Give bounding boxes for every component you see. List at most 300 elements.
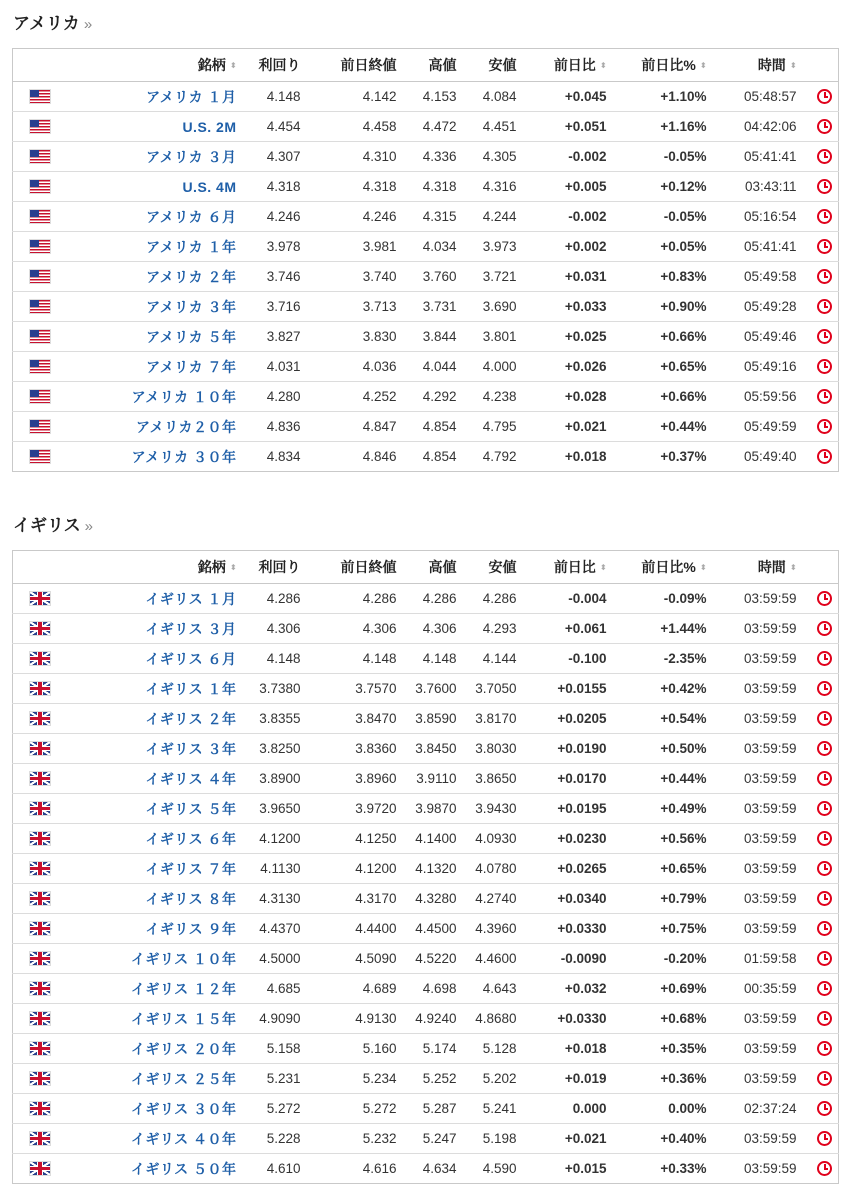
yield-cell: 3.746	[243, 262, 307, 292]
table-row	[13, 944, 839, 974]
yield-cell: 4.246	[243, 202, 307, 232]
bond-name-link[interactable]: イギリス ５年	[145, 800, 237, 817]
high-cell: 4.315	[403, 202, 463, 232]
high-cell: 3.731	[403, 292, 463, 322]
yield-cell: 3.978	[243, 232, 307, 262]
uk-flag-icon	[29, 801, 51, 816]
yield-cell: 4.610	[266, 1161, 301, 1176]
header-time[interactable]	[713, 49, 803, 82]
table-row	[13, 292, 839, 322]
time-cell: 02:37:24	[713, 1094, 803, 1124]
bond-name-link[interactable]: イギリス ４年	[145, 770, 237, 787]
prev-close-cell: 4.1200	[307, 854, 403, 884]
bond-name-link[interactable]: イギリス ２年	[145, 710, 237, 727]
prev-close-cell: 5.160	[307, 1034, 403, 1064]
high-cell: 4.292	[403, 382, 463, 412]
yield-cell: 4.286	[243, 584, 307, 614]
yield-cell: 3.7380	[243, 674, 307, 704]
bond-name-link[interactable]: アメリカ ３月	[146, 148, 237, 165]
clock-icon	[817, 621, 832, 636]
us-flag-icon	[29, 149, 51, 164]
high-cell: 3.9870	[403, 794, 463, 824]
low-cell: 4.4600	[463, 944, 523, 974]
header-change-pct[interactable]	[613, 49, 713, 82]
time-cell: 05:49:46	[713, 322, 803, 352]
change-pct-cell: +0.75%	[613, 914, 713, 944]
change-cell: +0.021	[523, 412, 613, 442]
high-cell: 5.247	[403, 1124, 463, 1154]
clock-cell	[803, 262, 839, 292]
section-title-usa[interactable]	[13, 9, 92, 34]
time-cell: 03:59:59	[743, 1161, 797, 1176]
clock-icon	[817, 861, 832, 876]
bond-name-link[interactable]: U.S. 2M	[182, 118, 237, 135]
low-cell: 3.690	[463, 292, 523, 322]
header-time[interactable]	[713, 551, 803, 584]
name-cell	[57, 352, 243, 382]
uk-flag-icon	[29, 1011, 51, 1026]
header-change[interactable]	[523, 49, 613, 82]
table-row	[13, 794, 839, 824]
change-cell: +0.005	[523, 172, 613, 202]
header-name-label[interactable]: 銘柄	[197, 57, 226, 73]
table-header-row	[13, 49, 839, 82]
clock-icon	[817, 681, 832, 696]
flag-cell	[13, 584, 57, 614]
flag-cell	[13, 1154, 57, 1184]
change-cell: +0.0195	[523, 794, 613, 824]
header-change-pct[interactable]	[613, 551, 713, 584]
name-cell	[57, 944, 243, 974]
name-cell	[57, 794, 243, 824]
clock-cell	[803, 914, 839, 944]
time-cell: 05:49:40	[743, 449, 797, 464]
header-change-label[interactable]: 前日比	[553, 57, 596, 73]
yield-cell: 3.9650	[243, 794, 307, 824]
flag-cell	[13, 854, 57, 884]
change-pct-cell: -0.05%	[613, 202, 713, 232]
change-pct-cell: +0.65%	[613, 352, 713, 382]
change-cell: +0.002	[523, 232, 613, 262]
prev-close-cell: 4.286	[307, 584, 403, 614]
section-title-text[interactable]: イギリス	[13, 516, 81, 535]
low-cell: 4.792	[482, 449, 517, 464]
change-cell: -0.100	[523, 644, 613, 674]
change-pct-cell: +0.36%	[613, 1064, 713, 1094]
bond-name-link[interactable]: イギリス １２年	[130, 980, 237, 997]
prev-close-cell: 4.310	[307, 142, 403, 172]
clock-icon	[817, 771, 832, 786]
clock-cell	[803, 1154, 839, 1184]
yield-cell: 3.8355	[243, 704, 307, 734]
high-cell: 4.153	[403, 82, 463, 112]
bond-name-link[interactable]: アメリカ １０年	[131, 388, 237, 405]
flag-cell	[13, 1124, 57, 1154]
uk-flag-icon	[29, 741, 51, 756]
uk-bond-table	[12, 550, 839, 1184]
uk-flag-icon	[29, 1071, 51, 1086]
sort-icon[interactable]: ⬍	[699, 61, 707, 71]
bond-name-link[interactable]: イギリス ６月	[145, 650, 237, 667]
time-cell: 05:59:56	[713, 382, 803, 412]
change-cell: +0.0190	[523, 734, 613, 764]
change-cell: +0.0330	[523, 1004, 613, 1034]
bond-name-link[interactable]: イギリス ３０年	[130, 1100, 237, 1117]
flag-cell	[13, 1094, 57, 1124]
flag-cell	[13, 322, 57, 352]
bond-name-link[interactable]: イギリス ２０年	[130, 1040, 237, 1057]
flag-cell	[13, 614, 57, 644]
name-cell	[57, 82, 243, 112]
change-cell: +0.025	[523, 322, 613, 352]
header-clock	[803, 551, 839, 584]
bond-name-link[interactable]: アメリカ ３０年	[131, 448, 237, 465]
yield-cell: 3.8250	[243, 734, 307, 764]
name-cell	[57, 584, 243, 614]
clock-icon	[817, 119, 832, 134]
time-cell: 03:59:59	[713, 1004, 803, 1034]
time-cell: 05:49:16	[713, 352, 803, 382]
bond-name-link[interactable]: アメリカ ５年	[146, 328, 237, 345]
flag-cell	[13, 262, 57, 292]
us-flag-icon	[29, 329, 51, 344]
low-cell: 3.8170	[463, 704, 523, 734]
header-change[interactable]	[523, 551, 613, 584]
change-cell: +0.033	[523, 292, 613, 322]
clock-cell	[803, 674, 839, 704]
low-cell: 4.0780	[463, 854, 523, 884]
yield-cell: 4.148	[243, 82, 307, 112]
high-cell: 4.4500	[403, 914, 463, 944]
high-cell: 4.854	[403, 412, 463, 442]
low-cell: 4.305	[463, 142, 523, 172]
clock-icon	[817, 981, 832, 996]
bond-name-link[interactable]: アメリカ ６月	[146, 208, 237, 225]
clock-cell	[803, 292, 839, 322]
time-cell: 03:59:59	[713, 914, 803, 944]
yield-cell: 4.454	[243, 112, 307, 142]
header-high-label: 高値	[428, 559, 457, 575]
bond-name-link[interactable]: アメリカ ２年	[146, 268, 237, 285]
high-cell: 4.9240	[403, 1004, 463, 1034]
yield-cell: 4.836	[243, 412, 307, 442]
clock-cell	[803, 824, 839, 854]
uk-flag-icon	[29, 1101, 51, 1116]
clock-cell	[803, 352, 839, 382]
change-cell: +0.018	[523, 1034, 613, 1064]
flag-cell	[13, 382, 57, 412]
yield-cell: 4.307	[243, 142, 307, 172]
clock-icon	[817, 359, 832, 374]
table-row	[13, 704, 839, 734]
flag-cell	[13, 112, 57, 142]
high-cell: 4.634	[422, 1161, 457, 1176]
time-cell: 03:59:59	[713, 764, 803, 794]
low-cell: 3.7050	[463, 674, 523, 704]
header-time-label[interactable]: 時間	[757, 559, 786, 575]
low-cell: 3.801	[463, 322, 523, 352]
bond-name-link[interactable]: アメリカ ７年	[146, 358, 237, 375]
flag-cell	[13, 412, 57, 442]
change-pct-cell: +0.54%	[613, 704, 713, 734]
bond-name-link[interactable]: アメリカ １年	[146, 238, 237, 255]
header-high-label: 高値	[428, 57, 457, 73]
header-high	[403, 49, 463, 82]
clock-icon	[817, 951, 832, 966]
uk-flag-icon	[29, 591, 51, 606]
flag-cell	[13, 944, 57, 974]
time-cell: 03:59:59	[713, 884, 803, 914]
table-row	[13, 614, 839, 644]
header-prev-close-label: 前日終値	[340, 57, 397, 73]
clock-icon	[817, 299, 832, 314]
time-cell: 03:59:59	[713, 824, 803, 854]
flag-cell	[13, 644, 57, 674]
high-cell: 4.148	[403, 644, 463, 674]
low-cell: 4.3960	[463, 914, 523, 944]
more-arrow-icon[interactable]: »	[84, 518, 94, 535]
flag-cell	[13, 914, 57, 944]
header-low	[463, 551, 523, 584]
sort-icon[interactable]: ⬍	[599, 61, 607, 71]
header-name-label[interactable]: 銘柄	[197, 559, 226, 575]
header-change-label[interactable]: 前日比	[553, 559, 596, 575]
high-cell: 4.044	[403, 352, 463, 382]
bond-name-link[interactable]: U.S. 4M	[182, 178, 237, 195]
bond-name-link[interactable]: イギリス １０年	[130, 950, 237, 967]
low-cell: 3.8030	[463, 734, 523, 764]
change-cell: +0.0205	[523, 704, 613, 734]
prev-close-cell: 4.616	[362, 1161, 397, 1176]
table-row	[13, 884, 839, 914]
bond-name-link[interactable]: イギリス ４０年	[130, 1130, 237, 1147]
clock-icon	[817, 831, 832, 846]
clock-cell	[803, 734, 839, 764]
clock-cell	[803, 1094, 839, 1124]
prev-close-cell: 4.1250	[307, 824, 403, 854]
more-arrow-icon[interactable]: »	[83, 16, 93, 33]
sort-icon[interactable]: ⬍	[229, 563, 237, 573]
change-pct-cell: -0.09%	[613, 584, 713, 614]
flag-cell	[13, 884, 57, 914]
prev-close-cell: 3.8960	[307, 764, 403, 794]
sort-icon[interactable]: ⬍	[229, 61, 237, 71]
name-cell	[57, 1034, 243, 1064]
name-cell	[57, 1094, 243, 1124]
low-cell: 4.643	[463, 974, 523, 1004]
time-cell: 05:16:54	[713, 202, 803, 232]
prev-close-cell: 3.740	[307, 262, 403, 292]
time-cell: 05:41:41	[713, 142, 803, 172]
change-pct-cell: +0.44%	[613, 412, 713, 442]
yield-cell: 4.1130	[243, 854, 307, 884]
prev-close-cell: 4.846	[362, 449, 397, 464]
prev-close-cell: 5.234	[307, 1064, 403, 1094]
prev-close-cell: 4.148	[307, 644, 403, 674]
name-cell	[57, 884, 243, 914]
high-cell: 5.287	[403, 1094, 463, 1124]
prev-close-cell: 4.3170	[307, 884, 403, 914]
change-cell: +0.061	[523, 614, 613, 644]
us-flag-icon	[29, 299, 51, 314]
name-cell	[57, 824, 243, 854]
clock-icon	[817, 389, 832, 404]
name-cell	[57, 1064, 243, 1094]
name-cell	[57, 112, 243, 142]
clock-icon	[817, 209, 832, 224]
bond-name-link[interactable]: イギリス ８年	[145, 890, 237, 907]
header-change-pct-label[interactable]: 前日比%	[641, 57, 696, 73]
yield-cell: 5.231	[243, 1064, 307, 1094]
clock-cell	[803, 112, 839, 142]
table-row	[13, 824, 839, 854]
table-row	[13, 1034, 839, 1064]
low-cell: 3.9430	[463, 794, 523, 824]
change-cell: +0.026	[523, 352, 613, 382]
clock-icon	[817, 651, 832, 666]
flag-cell	[13, 824, 57, 854]
name-cell	[57, 262, 243, 292]
prev-close-cell: 4.689	[307, 974, 403, 1004]
bond-name-link[interactable]: アメリカ ３年	[146, 298, 237, 315]
prev-close-cell: 5.232	[307, 1124, 403, 1154]
sort-icon[interactable]: ⬍	[789, 61, 797, 71]
flag-cell	[13, 292, 57, 322]
uk-flag-icon	[29, 921, 51, 936]
clock-cell	[803, 644, 839, 674]
clock-cell	[803, 704, 839, 734]
yield-cell: 4.031	[243, 352, 307, 382]
clock-cell	[803, 1034, 839, 1064]
change-cell: +0.015	[564, 1161, 607, 1176]
bond-name-link[interactable]: イギリス １年	[145, 680, 237, 697]
bond-name-link[interactable]: イギリス ９年	[145, 920, 237, 937]
flag-cell	[13, 172, 57, 202]
low-cell: 4.590	[482, 1161, 517, 1176]
time-cell: 01:59:58	[713, 944, 803, 974]
header-name[interactable]	[13, 551, 243, 584]
time-cell: 03:59:59	[713, 794, 803, 824]
change-cell: +0.0330	[523, 914, 613, 944]
header-yield-label: 利回り	[258, 559, 301, 575]
uk-flag-icon	[29, 651, 51, 666]
bond-name-link[interactable]: イギリス ５０年	[130, 1160, 237, 1177]
clock-cell	[803, 974, 839, 1004]
header-time-label[interactable]: 時間	[757, 57, 786, 73]
clock-icon	[817, 149, 832, 164]
us-flag-icon	[29, 449, 51, 464]
uk-flag-icon	[29, 891, 51, 906]
table-row	[13, 112, 839, 142]
flag-cell	[13, 794, 57, 824]
change-cell: +0.031	[523, 262, 613, 292]
bond-name-link[interactable]: アメリカ １月	[146, 88, 237, 105]
high-cell: 4.306	[403, 614, 463, 644]
sort-icon[interactable]: ⬍	[599, 563, 607, 573]
name-cell	[57, 914, 243, 944]
sort-icon[interactable]: ⬍	[789, 563, 797, 573]
time-cell: 05:49:59	[713, 412, 803, 442]
bond-name-link[interactable]: イギリス ２５年	[130, 1070, 237, 1087]
clock-icon	[817, 921, 832, 936]
low-cell: 4.8680	[463, 1004, 523, 1034]
table-row	[13, 974, 839, 1004]
header-low-label: 安値	[488, 559, 517, 575]
high-cell: 3.7600	[403, 674, 463, 704]
prev-close-cell: 3.8360	[307, 734, 403, 764]
name-cell	[57, 974, 243, 1004]
bond-name-link[interactable]: イギリス １５年	[130, 1010, 237, 1027]
prev-close-cell: 3.981	[307, 232, 403, 262]
section-title-uk[interactable]	[13, 511, 93, 536]
table-row	[13, 442, 839, 472]
prev-close-cell: 4.847	[307, 412, 403, 442]
prev-close-cell: 3.830	[307, 322, 403, 352]
time-cell: 05:48:57	[713, 82, 803, 112]
section-title-text[interactable]: アメリカ	[13, 14, 80, 33]
flag-cell	[13, 1064, 57, 1094]
table-row	[13, 142, 839, 172]
flag-cell	[13, 232, 57, 262]
name-cell	[57, 674, 243, 704]
table-row	[13, 1154, 839, 1184]
uk-flag-icon	[29, 1131, 51, 1146]
prev-close-cell: 4.9130	[307, 1004, 403, 1034]
clock-icon	[817, 89, 832, 104]
high-cell: 4.1320	[403, 854, 463, 884]
change-cell: 0.000	[523, 1094, 613, 1124]
high-cell: 3.8590	[403, 704, 463, 734]
yield-cell: 4.280	[243, 382, 307, 412]
us-flag-icon	[29, 239, 51, 254]
bond-name-link[interactable]: イギリス ７年	[145, 860, 237, 877]
bond-name-link[interactable]: イギリス ３年	[145, 740, 237, 757]
flag-cell	[13, 442, 57, 472]
clock-icon	[817, 449, 832, 464]
table-row	[13, 1064, 839, 1094]
yield-cell: 4.9090	[243, 1004, 307, 1034]
change-pct-cell: +0.83%	[613, 262, 713, 292]
header-low-label: 安値	[488, 57, 517, 73]
prev-close-cell: 4.5090	[307, 944, 403, 974]
yield-cell: 4.3130	[243, 884, 307, 914]
high-cell: 3.8450	[403, 734, 463, 764]
sort-icon[interactable]: ⬍	[699, 563, 707, 573]
bond-name-link[interactable]: アメリカ２０年	[135, 418, 237, 435]
high-cell: 5.174	[403, 1034, 463, 1064]
change-pct-cell: +0.65%	[613, 854, 713, 884]
prev-close-cell: 4.4400	[307, 914, 403, 944]
header-change-pct-label[interactable]: 前日比%	[641, 559, 696, 575]
table-row	[13, 322, 839, 352]
change-pct-cell: -0.05%	[613, 142, 713, 172]
table-row	[13, 734, 839, 764]
bond-name-link[interactable]: イギリス ６年	[145, 830, 237, 847]
table-row	[13, 854, 839, 884]
time-cell: 03:59:59	[713, 614, 803, 644]
bond-name-link[interactable]: イギリス ３月	[145, 620, 237, 637]
time-cell: 03:59:59	[713, 644, 803, 674]
yield-cell: 4.685	[243, 974, 307, 1004]
low-cell: 4.293	[463, 614, 523, 644]
uk-flag-icon	[29, 981, 51, 996]
time-cell: 05:41:41	[713, 232, 803, 262]
bond-name-link[interactable]: イギリス １月	[145, 590, 237, 607]
header-name[interactable]	[13, 49, 243, 82]
table-row	[13, 1094, 839, 1124]
change-pct-cell: +0.05%	[613, 232, 713, 262]
change-pct-cell: +0.42%	[613, 674, 713, 704]
